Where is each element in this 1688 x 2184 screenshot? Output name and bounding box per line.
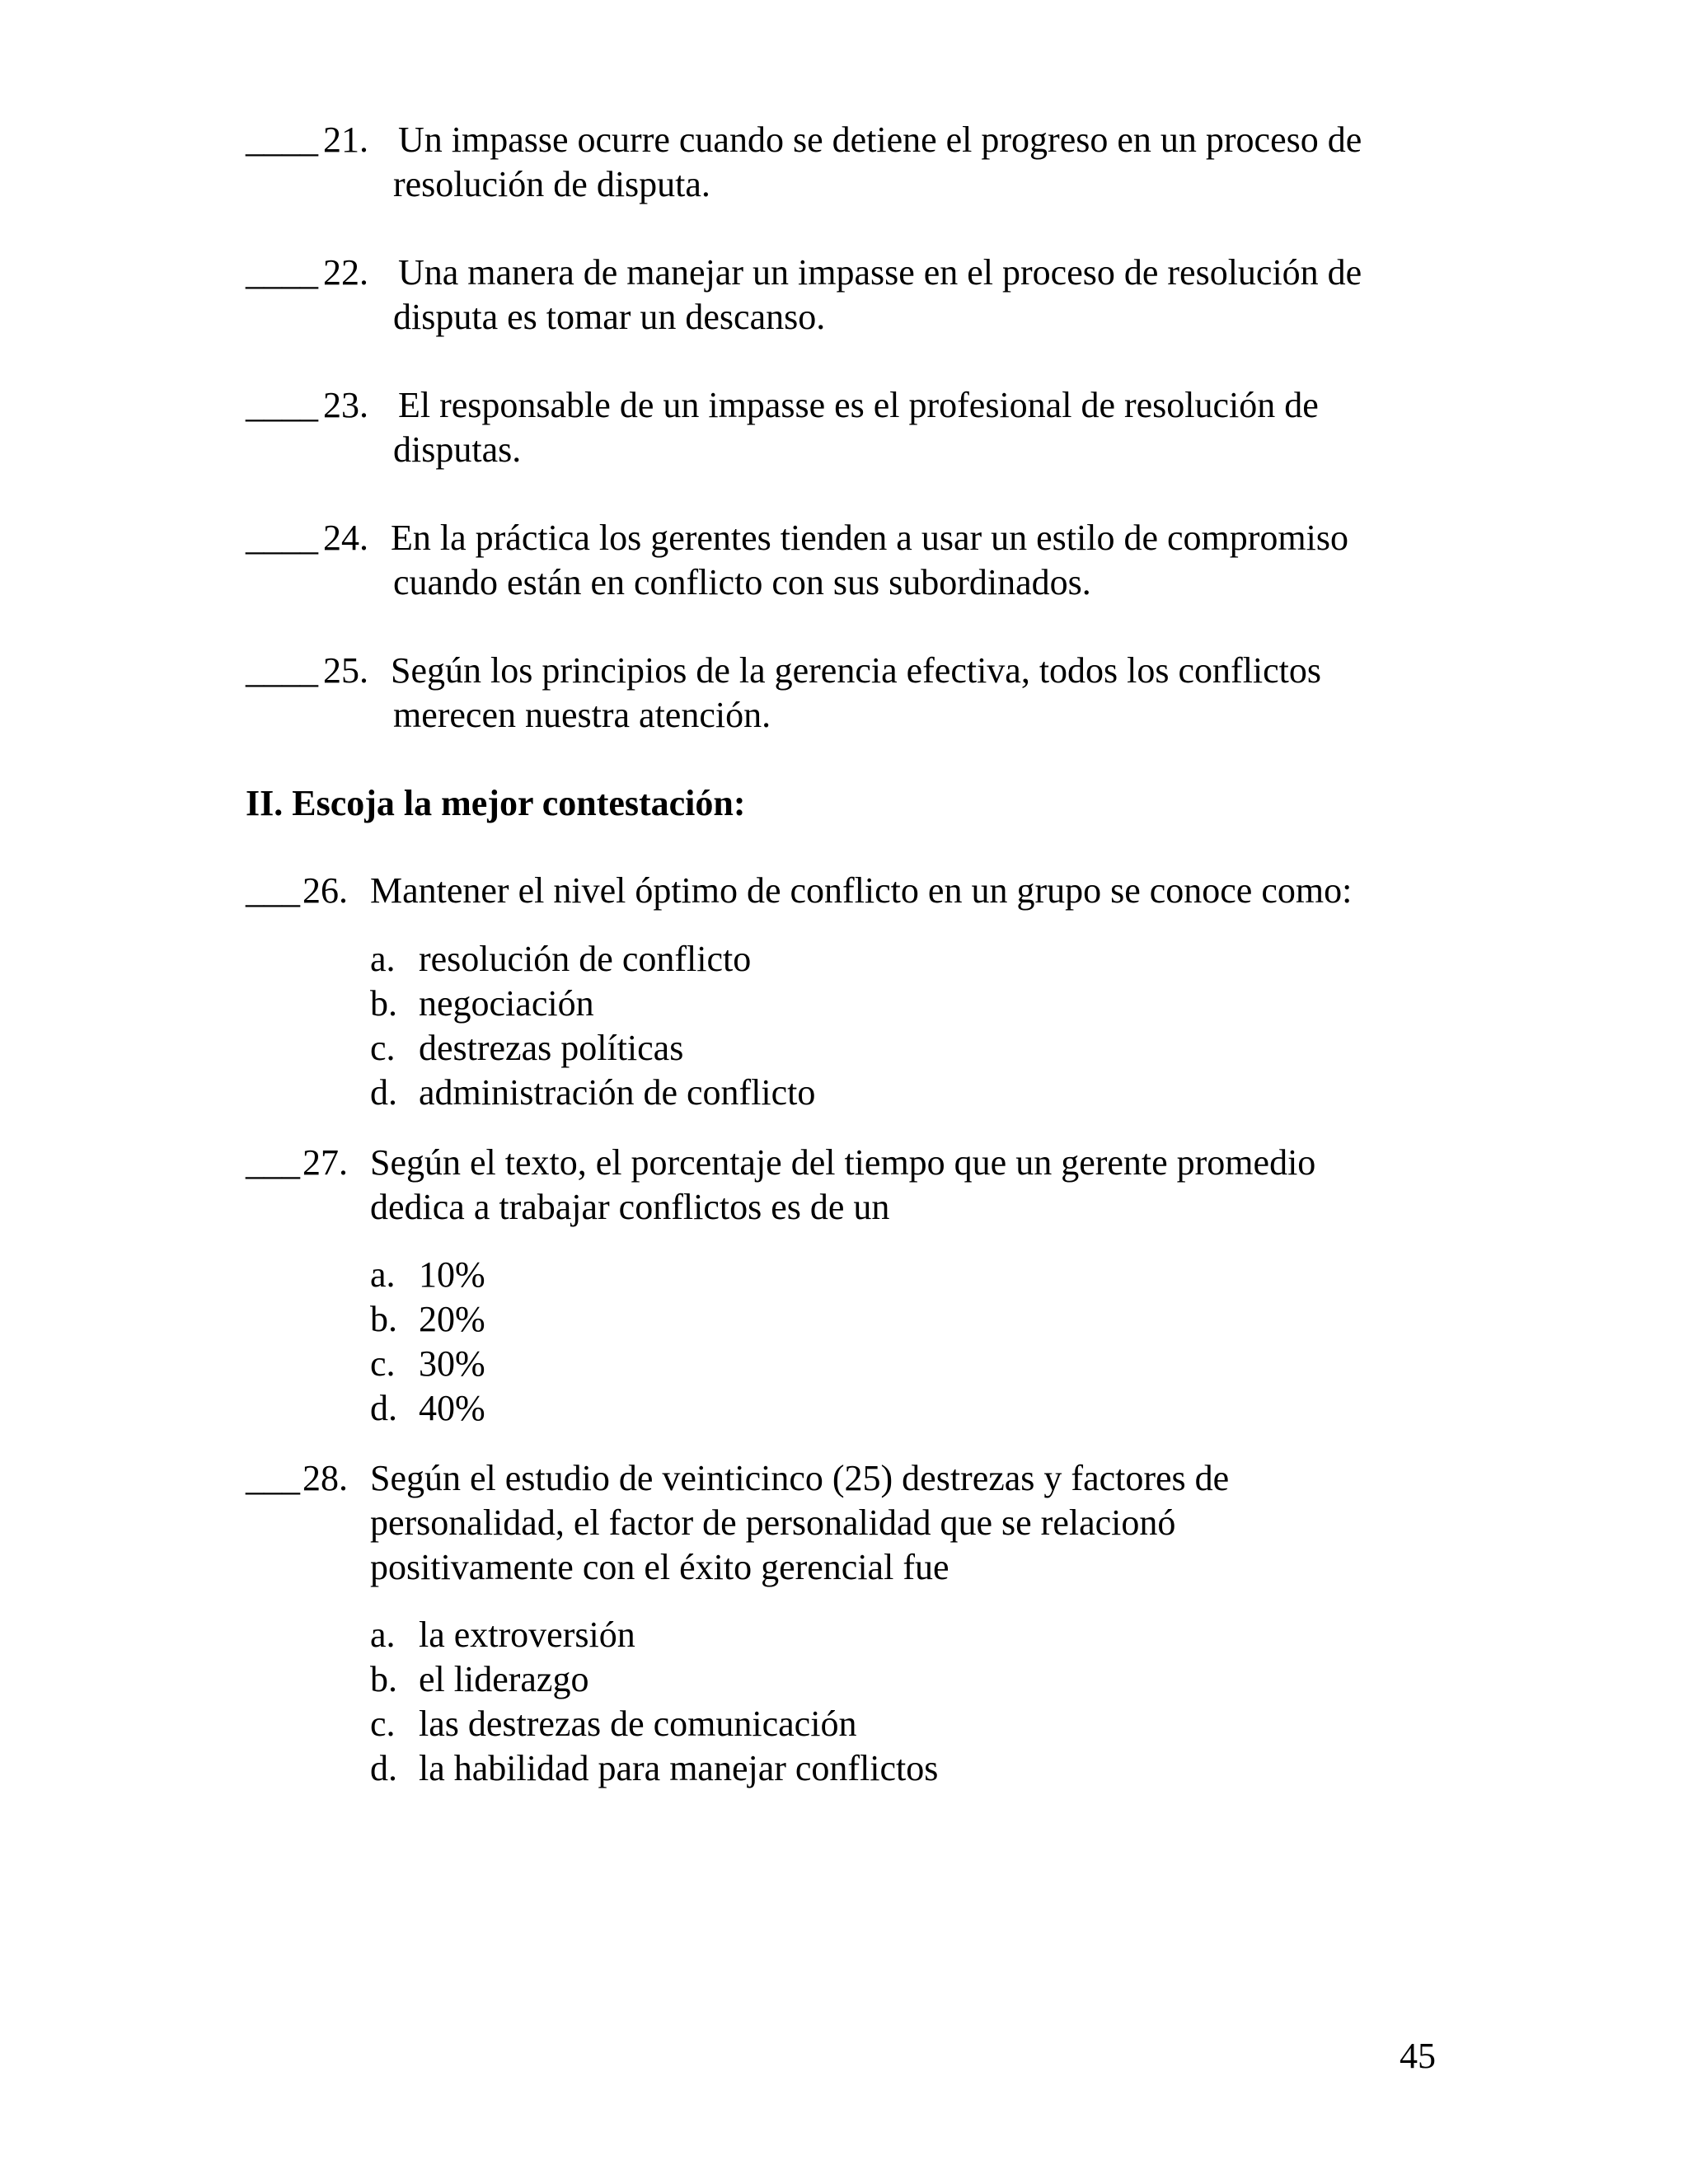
option-letter: c. (370, 1343, 396, 1384)
answer-blank[interactable]: ____ (246, 650, 318, 691)
item-number: 28. (302, 1458, 348, 1498)
answer-blank[interactable]: ____ (246, 252, 318, 293)
answer-blank[interactable]: ___ (246, 870, 300, 911)
option-letter: d. (370, 1072, 397, 1113)
item-text-line1: Según el estudio de veinticinco (25) destrezas y factores de (370, 1458, 1230, 1498)
option-text: 40% (419, 1388, 485, 1428)
item-number: 23. (323, 385, 368, 425)
item-number: 22. (323, 252, 368, 293)
option-letter: d. (370, 1388, 397, 1428)
item-number: 24. (323, 518, 368, 558)
option-text: 20% (419, 1299, 485, 1339)
option-letter: c. (370, 1028, 396, 1068)
item-text-line2: merecen nuestra atención. (393, 695, 771, 735)
option-text: destrezas políticas (419, 1028, 684, 1068)
item-text-line1: En la práctica los gerentes tienden a usar un estilo de compromiso (391, 518, 1348, 558)
option-letter: a. (370, 939, 396, 979)
item-number: 21. (323, 120, 368, 160)
item-text-line1: Una manera de manejar un impasse en el proceso de resolución de (398, 252, 1362, 293)
option-letter: a. (370, 1615, 396, 1655)
item-text-line1: Mantener el nivel óptimo de conflicto en un grupo se conoce como: (370, 870, 1353, 911)
option-letter: c. (370, 1704, 396, 1744)
page-number: 45 (1400, 2036, 1436, 2076)
option-text: 30% (419, 1343, 485, 1384)
item-number: 26. (302, 870, 348, 911)
item-text-line1: Según el texto, el porcentaje del tiempo que un gerente promedio (370, 1142, 1316, 1183)
answer-blank[interactable]: ___ (246, 1142, 300, 1183)
section-heading: II. Escoja la mejor contestación: (246, 783, 746, 823)
option-letter: b. (370, 1299, 397, 1339)
item-number: 25. (323, 650, 368, 691)
item-text-line1: Un impasse ocurre cuando se detiene el progreso en un proceso de (398, 120, 1362, 160)
answer-blank[interactable]: ____ (246, 120, 318, 160)
item-text-line2: dedica a trabajar conflictos es de un (370, 1187, 890, 1227)
answer-blank[interactable]: ____ (246, 518, 318, 558)
answer-blank[interactable]: ____ (246, 385, 318, 425)
item-text-line1: El responsable de un impasse es el profesional de resolución de (398, 385, 1319, 425)
item-text-line2: disputas. (393, 429, 522, 470)
option-text: el liderazgo (419, 1659, 589, 1699)
option-letter: d. (370, 1748, 397, 1788)
option-text: la extroversión (419, 1615, 635, 1655)
option-letter: b. (370, 983, 397, 1024)
item-text-line2: cuando están en conflicto con sus subordinados. (393, 562, 1091, 602)
option-text: administración de conflicto (419, 1072, 816, 1113)
item-text-line3: positivamente con el éxito gerencial fue (370, 1547, 950, 1587)
option-text: la habilidad para manejar conflictos (419, 1748, 939, 1788)
item-text-line2: disputa es tomar un descanso. (393, 297, 826, 337)
item-number: 27. (302, 1142, 348, 1183)
item-text-line2: resolución de disputa. (393, 164, 710, 204)
item-text-line2: personalidad, el factor de personalidad que se relacionó (370, 1502, 1176, 1543)
option-text: 10% (419, 1254, 485, 1295)
option-text: las destrezas de comunicación (419, 1704, 857, 1744)
option-text: negociación (419, 983, 594, 1024)
option-text: resolución de conflicto (419, 939, 752, 979)
option-letter: a. (370, 1254, 396, 1295)
option-letter: b. (370, 1659, 397, 1699)
item-text-line1: Según los principios de la gerencia efectiva, todos los conflictos (391, 650, 1322, 691)
answer-blank[interactable]: ___ (246, 1458, 300, 1498)
